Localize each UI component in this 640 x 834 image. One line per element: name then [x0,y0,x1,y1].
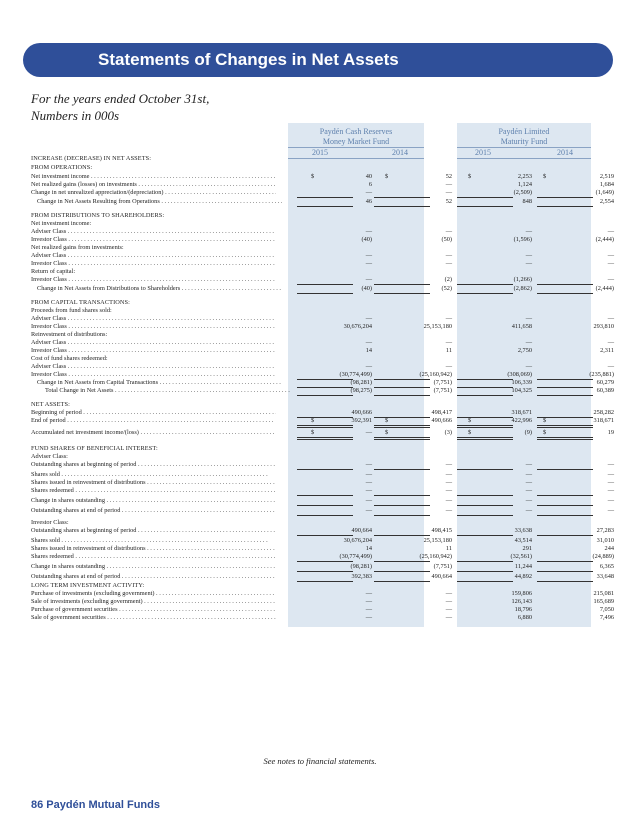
row-value-col2: — [445,606,452,613]
row-value-col1: (30,774,499) [339,553,372,560]
table-row [31,428,614,437]
table-row [31,460,614,469]
row-label: Change in net unrealized appreciation/(depreciation) . . . [31,188,276,197]
row-value-col3: (308,069) [507,371,532,378]
year-header-f2-b: 2014 [557,148,573,157]
row-value-col2: 52 [445,198,452,205]
row-value-col2: 25,153,180 [423,323,452,330]
row-value-col1: 490,664 [351,527,372,534]
row-value-col1: 40 [365,173,372,180]
row-value-col2: — [445,507,452,514]
table-row [31,486,614,495]
fund1-header [288,127,424,147]
dollar-sign: $ [311,429,315,436]
table-row [31,197,614,206]
row-value-col2: — [445,260,452,267]
table-row [31,275,614,284]
row-value-col3: 291 [522,545,532,552]
dollar-sign: $ [385,429,389,436]
row-label: Shares sold . . . [31,536,276,545]
table-row [31,526,614,535]
dollar-sign: $ [385,417,389,424]
value-underline [374,395,430,396]
row-label: Accumulated net investment income/(loss) . . . [31,428,276,437]
row-value-col1: (98,275) [350,387,372,394]
row-value-col2: 52 [445,173,452,180]
fund1-name-line-2: Money Market Fund [322,137,390,146]
value-underline [457,515,513,516]
row-label: Shares redeemed . . . [31,486,276,495]
table-row [31,188,614,197]
row-value-col2: (7,751) [433,379,452,386]
row-label: Change in Net Assets from Capital Transactions . . . [37,378,282,387]
row-value-col2: — [445,590,452,597]
row-value-col1: — [365,471,372,478]
row-value-col3: 33,638 [514,527,532,534]
row-value-col2: (25,160,942) [419,371,452,378]
row-value-col4: 60,279 [596,379,614,386]
row-value-col3: 104,325 [511,387,532,394]
row-value-col3: — [525,339,532,346]
dollar-sign: $ [543,417,547,424]
row-value-col4: — [607,363,614,370]
row-value-col4: 215,081 [593,590,614,597]
row-value-col2: 490,666 [431,417,452,424]
table-row [31,572,614,581]
row-label: Investor Class . . . [31,235,276,244]
row-label: FROM DISTRIBUTIONS TO SHAREHOLDERS: [31,212,165,219]
row-value-col4: — [607,479,614,486]
row-value-col3: — [525,497,532,504]
table-row [31,386,614,395]
row-label: Shares issued in reinvestment of distributions . . . [31,478,276,487]
row-value-col3: (1,596) [513,236,532,243]
row-value-col1: 14 [365,545,372,552]
row-value-col4: 2,311 [600,347,614,354]
row-value-col2: 25,153,180 [423,537,452,544]
row-value-col3: 106,339 [511,379,532,386]
row-value-col3: — [525,315,532,322]
row-value-col4: — [607,471,614,478]
table-row [31,163,591,172]
row-value-col2: 498,415 [431,527,452,534]
value-underline [457,437,513,440]
row-value-col2: (50) [441,236,452,243]
value-underline [374,437,430,440]
row-value-col3: — [525,363,532,370]
row-value-col2: (7,751) [433,563,452,570]
row-value-col2: — [445,471,452,478]
row-value-col1: (30,774,499) [339,371,372,378]
row-value-col1: — [365,189,372,196]
row-value-col3: 848 [522,198,532,205]
value-underline [457,293,513,294]
row-value-col4: 2,554 [599,198,614,205]
row-label: INCREASE (DECREASE) IN NET ASSETS: [31,155,152,162]
row-value-col3: — [525,479,532,486]
row-label: Purchase of government securities . . . [31,605,276,614]
row-value-col4: 6,365 [599,563,614,570]
row-label: End of period . . . [31,416,276,425]
row-label: Adviser Class . . . [31,338,276,347]
row-label: Investor Class . . . [31,346,276,355]
row-value-col1: — [365,339,372,346]
row-label: Purchase of investments (excluding government) . . . [31,589,276,598]
row-label: Cost of fund shares redeemed: [31,355,108,362]
row-label: LONG TERM INVESTMENT ACTIVITY: [31,582,145,589]
row-value-col1: — [365,479,372,486]
row-value-col2: — [445,461,452,468]
row-value-col3: 318,671 [511,409,532,416]
row-value-col1: — [365,590,372,597]
row-value-col3: (2,509) [513,189,532,196]
row-value-col3: (9) [524,429,532,436]
year-header-f2-a: 2015 [475,148,491,157]
row-label: Net investment income: [31,220,92,227]
row-value-col2: (25,160,942) [419,553,452,560]
row-value-col2: — [445,315,452,322]
row-value-col1: (98,281) [350,379,372,386]
row-label: Outstanding shares at beginning of period . . . [31,460,276,469]
page-title: Statements of Changes in Net Assets [98,50,399,69]
row-value-col1: — [365,598,372,605]
row-value-col3: (1,266) [513,276,532,283]
row-label: Outstanding shares at end of period . . . [31,572,276,581]
value-underline [537,395,593,396]
row-value-col1: — [365,606,372,613]
row-label: FUND SHARES OF BENEFICIAL INTEREST: [31,445,158,452]
row-value-col4: 244 [604,545,614,552]
row-value-col4: 258,282 [593,409,614,416]
row-value-col2: — [445,252,452,259]
table-row [31,496,614,505]
subtitle-line-2: Numbers in 000s [31,108,120,123]
row-value-col1: — [365,252,372,259]
row-value-col3: 2,253 [517,173,532,180]
row-value-col2: — [445,189,452,196]
dollar-sign: $ [385,173,389,180]
row-value-col1: — [365,315,372,322]
row-value-col4: (2,444) [595,236,614,243]
row-value-col4: (1,649) [595,189,614,196]
row-value-col3: 159,806 [511,590,532,597]
row-value-col4: 2,519 [599,173,614,180]
row-value-col1: — [365,276,372,283]
year-header-f1-b: 2014 [392,148,408,157]
row-label: Outstanding shares at beginning of period . . . [31,526,276,535]
row-label: Investor Class . . . [31,370,276,379]
value-underline [297,395,353,396]
row-value-col2: 11 [445,545,452,552]
row-value-col3: (32,561) [510,553,532,560]
row-value-col2: (3) [444,429,452,436]
row-value-col1: (40) [361,236,372,243]
row-value-col2: (52) [441,285,452,292]
row-value-col1: 490,666 [351,409,372,416]
page-footer: 86 Paydén Mutual Funds [31,799,160,811]
row-label: Return of capital: [31,268,76,275]
value-underline [374,293,430,294]
row-value-col3: — [525,461,532,468]
table-row [31,552,614,561]
row-value-col1: — [365,363,372,370]
row-value-col3: — [525,487,532,494]
row-value-col2: — [445,479,452,486]
row-value-col4: (24,889) [592,553,614,560]
row-value-col4: — [607,260,614,267]
value-underline [537,293,593,294]
dollar-sign: $ [311,173,315,180]
row-label: Reinvestment of distributions: [31,331,108,338]
row-value-col3: 6,880 [517,614,532,621]
row-value-col4: — [607,507,614,514]
row-value-col4: 60,389 [596,387,614,394]
row-label: Total Change in Net Assets . . . [45,386,290,395]
row-value-col1: 6 [368,181,372,188]
table-row [31,154,591,163]
row-value-col4: 31,010 [596,537,614,544]
row-label: Change in shares outstanding . . . [31,496,276,505]
row-label: Net realized gains from investments: [31,244,124,251]
row-value-col2: — [445,614,452,621]
row-value-col3: 422,996 [511,417,532,424]
row-label: Investor Class . . . [31,275,276,284]
subtitle-line-1: For the years ended October 31st, [31,91,210,106]
row-value-col2: — [445,228,452,235]
row-value-col3: 11,244 [514,563,532,570]
row-label: Shares sold . . . [31,470,276,479]
row-label: Adviser Class . . . [31,314,276,323]
value-underline [297,206,353,207]
row-value-col3: — [525,471,532,478]
row-value-col1: — [365,614,372,621]
value-underline [297,437,353,440]
row-value-col4: — [607,315,614,322]
row-value-col1: — [365,228,372,235]
table-row [31,284,614,293]
dollar-sign: $ [468,173,472,180]
fund2-name-line-2: Maturity Fund [500,137,548,146]
row-value-col4: 27,283 [596,527,614,534]
row-value-col2: 490,664 [431,573,452,580]
value-underline [457,206,513,207]
row-value-col1: — [365,429,372,436]
row-value-col4: (2,444) [595,285,614,292]
row-value-col2: — [445,497,452,504]
row-value-col3: 18,796 [514,606,532,613]
row-value-col4: (235,881) [589,371,614,378]
title-banner [23,43,613,77]
row-value-col1: (98,281) [350,563,372,570]
row-label: Change in Net Assets Resulting from Operations . . . [37,197,282,206]
row-label: Shares redeemed . . . [31,552,276,561]
row-value-col1: — [365,487,372,494]
row-value-col2: — [445,363,452,370]
row-label: Adviser Class . . . [31,362,276,371]
dollar-sign: $ [543,173,547,180]
row-value-col4: 19 [607,429,614,436]
row-value-col3: 126,143 [511,598,532,605]
row-value-col3: 44,892 [514,573,532,580]
row-value-col4: 33,648 [596,573,614,580]
row-value-col3: 43,514 [514,537,532,544]
row-value-col3: 1,124 [517,181,532,188]
row-label: Change in Net Assets from Distributions to Shareholders . . . [37,284,282,293]
row-value-col1: 392,383 [351,573,372,580]
row-value-col1: — [365,260,372,267]
row-value-col3: 2,750 [517,347,532,354]
row-value-col1: — [365,507,372,514]
value-underline [297,293,353,294]
value-underline [457,395,513,396]
row-value-col4: — [607,461,614,468]
row-value-col4: 7,050 [599,606,614,613]
row-value-col1: 392,391 [351,417,372,424]
fund2-header [457,127,591,147]
row-value-col3: — [525,507,532,514]
row-value-col1: 30,676,204 [343,537,372,544]
fund2-name-line-1: Paydén Limited [498,127,550,136]
value-underline [374,206,430,207]
row-value-col2: — [445,181,452,188]
value-underline [537,437,593,440]
dollar-sign: $ [543,429,547,436]
row-label: Net realized gains (losses) on investments . . . [31,180,276,189]
row-value-col4: 293,810 [593,323,614,330]
row-value-col4: 1,684 [599,181,614,188]
dollar-sign: $ [311,417,315,424]
row-value-col2: — [445,339,452,346]
row-value-col4: — [607,228,614,235]
table-row [31,562,614,571]
row-label: Net investment income . . . [31,172,276,181]
row-label: Investor Class . . . [31,259,276,268]
row-label: NET ASSETS: [31,401,70,408]
row-value-col2: — [445,598,452,605]
row-value-col2: (2) [444,276,452,283]
row-value-col1: 30,676,204 [343,323,372,330]
row-value-col2: 11 [445,347,452,354]
row-value-col1: — [365,461,372,468]
table-row [31,613,614,622]
row-value-col1: — [365,497,372,504]
row-value-col4: — [607,497,614,504]
row-label: Outstanding shares at end of period . . . [31,506,276,515]
row-value-col2: (7,751) [433,387,452,394]
row-value-col2: 498,417 [431,409,452,416]
subtitle [31,90,209,124]
row-value-col3: (2,862) [513,285,532,292]
row-label: Beginning of period . . . [31,408,276,417]
footnote: See notes to financial statements. [263,756,377,766]
row-label: FROM OPERATIONS: [31,164,93,171]
row-value-col4: — [607,276,614,283]
value-underline [374,515,430,516]
row-label: FROM CAPITAL TRANSACTIONS: [31,299,131,306]
row-value-col4: — [607,252,614,259]
row-value-col4: — [607,487,614,494]
row-value-col4: 7,496 [599,614,614,621]
row-label: Change in shares outstanding . . . [31,562,276,571]
fund1-name-line-1: Paydén Cash Reserves [319,127,393,136]
row-label: Adviser Class: [31,453,68,460]
table-row [31,416,614,425]
table-row [31,506,614,515]
dollar-sign: $ [468,429,472,436]
value-underline [537,206,593,207]
row-value-col3: — [525,252,532,259]
row-value-col1: 46 [365,198,372,205]
row-label: Shares issued in reinvestment of distributions . . . [31,544,276,553]
year-header-f1-a: 2015 [312,148,328,157]
row-value-col2: — [445,487,452,494]
row-label: Proceeds from fund shares sold: [31,307,112,314]
row-value-col3: — [525,260,532,267]
row-label: Adviser Class . . . [31,251,276,260]
row-label: Sale of government securities . . . [31,613,276,622]
row-value-col4: 165,689 [593,598,614,605]
row-label: Adviser Class . . . [31,227,276,236]
row-label: Sale of investments (excluding government) . . . [31,597,276,606]
row-value-col3: 411,658 [511,323,532,330]
row-value-col4: — [607,339,614,346]
row-label: Investor Class . . . [31,322,276,331]
value-underline [537,515,593,516]
row-label: Investor Class: [31,519,69,526]
row-value-col1: (40) [361,285,372,292]
value-underline [297,515,353,516]
row-value-col4: 318,671 [593,417,614,424]
row-value-col3: — [525,228,532,235]
dollar-sign: $ [468,417,472,424]
row-value-col1: 14 [365,347,372,354]
